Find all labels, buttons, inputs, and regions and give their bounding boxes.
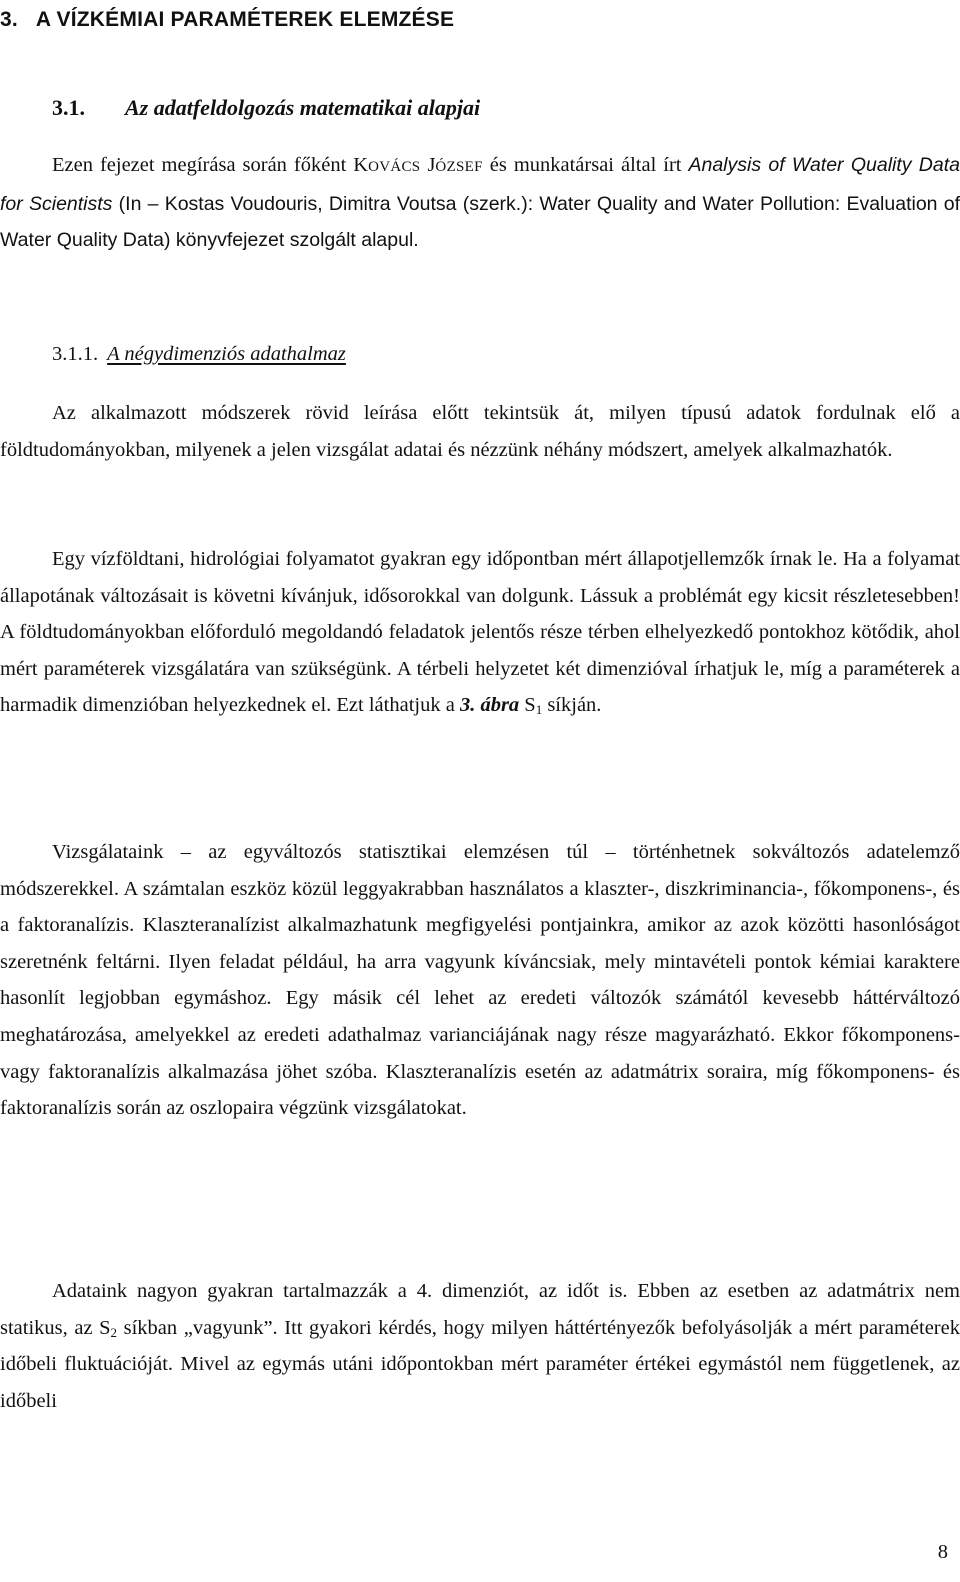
subsection-heading [52,343,346,366]
intro-text-1: Ezen fejezet megírása során főként K [52,154,369,176]
paragraph-3-text: Vizsgálataink – az egyváltozós statisztikai elemzésen túl – történhetnek sokváltozós adatelemző módszerekkel. A számtalan eszköz közül leggyakrabban használatos a klaszter-, diszkriminancia-, főkomponens-, és a faktoranalízis. Klaszteranalízist alkalmazhatunk megfigyelési pontjainkra, amikor az azok közötti hasonlóságot szeretnénk feltárni. Ilyen feladat például, ha arra vagyunk kíváncsiak, mely mintavételi pontok kémiai karaktere hasonlít legjobban egymáshoz. Egy másik cél lehet az eredeti változók számától kevesebb háttérváltozó meghatározása, amelyekkel az eredeti adathalmaz varianciájának nagy része magyarázható. Ekkor főkomponens- vagy faktoranalízis alkalmazása jöhet szóba. Klaszteranalízis esetén az adatmátrix soraira, míg főkomponens- és faktoranalízis során az oszlopaira végzünk vizsgálatokat. [0,841,960,1120]
intro-text-4: (In – Kostas Voudouris, Dimitra Voutsa (szerk.): Water Quality and Water Pollution: Evaluation of Water Quality Data) könyvfejezet szolgált alapul. [0,192,960,252]
paragraph-1 [0,395,960,468]
page-number: 8 [937,1541,948,1563]
paragraph-4-text-1: Adataink nagyon gyakran tartalmazzák a 4. dimenziót, az időt is. Ebben az esetben az adatmátrix nem statikus, az S [0,1280,960,1339]
author-firstname-smallcaps: ÓZSEF [435,159,483,175]
intro-paragraph [0,147,960,259]
book-title: Analysis of Water Quality Data for Scientists [0,154,960,215]
paragraph-4-text-2: síkban „vagyunk”. Itt gyakori kérdés, hogy milyen háttértényezők befolyásolják a mért paraméterek időbeli fluktuációját. Mivel az egymás utáni időpontokban mért paraméter értékei egymástól nem függetlenek, az időbeli [0,1316,960,1412]
subscript-2: 2 [110,1324,118,1340]
subsection-title: A négydimenziós adathalmaz [107,343,346,365]
subsection-number: 3.1.1. [52,343,99,365]
chapter-heading [0,8,454,32]
chapter-number: 3. [0,8,18,31]
paragraph-2 [0,541,960,724]
section-number: 3.1. [52,95,85,120]
paragraph-1-text: Az alkalmazott módszerek rövid leírása előtt tekintsük át, milyen típusú adatok fordulnak elő a földtudományokban, milyenek a jelen vizsgálat adatai és nézzünk néhány módszert, amelyek alkalmazhatók. [0,402,960,461]
paragraph-2-text-2: S [519,694,536,717]
paragraph-4 [0,1273,960,1419]
intro-text-3: és munkatársai által írt [482,154,689,176]
section-title: Az adatfeldolgozás matematikai alapjai [125,95,481,120]
paragraph-2-text-1: Egy vízföldtani, hidrológiai folyamatot gyakran egy időpontban mért állapotjellemzők írnak le. Ha a folyamat állapotának változásait is követni kívánjuk, idősorokkal van dolgunk. Lássuk a problémát egy kicsit részletesebben! A földtudományokban előforduló megoldandó feladatok jelentős része térben elhelyezkedő pontokhoz kötődik, ahol mért paraméterek vizsgálatára van szükségünk. A térbeli helyzetet két dimenzióval írhatjuk le, míg a paraméterek a harmadik dimenzióban helyezkednek el. Ezt láthatjuk a [0,548,960,717]
author-surname-smallcaps: OVÁCS [368,159,421,175]
paragraph-3 [0,834,960,1127]
section-heading [52,95,480,121]
paragraph-2-text-3: síkján. [542,694,602,717]
chapter-title: A VÍZKÉMIAI PARAMÉTEREK ELEMZÉSE [35,8,455,31]
subscript-1: 1 [535,702,543,718]
figure-reference: 3. ábra [459,694,520,717]
intro-text-2: J [420,154,436,176]
